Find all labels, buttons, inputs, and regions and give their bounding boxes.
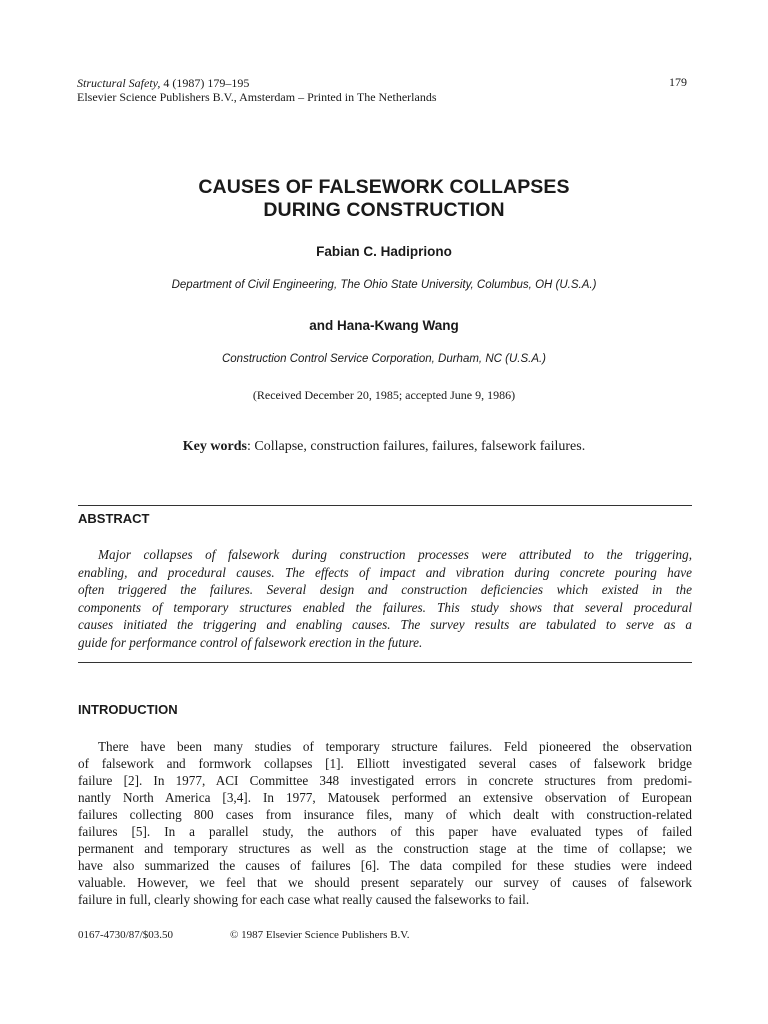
journal-name: Structural Safety, bbox=[77, 76, 161, 90]
paragraph-line: failure [2]. In 1977, ACI Committee 348 investigated errors in concrete structures from predomi- bbox=[78, 773, 692, 788]
paragraph-line: nantly North America [3,4]. In 1977, Matousek performed an extensive observation of European bbox=[78, 790, 692, 805]
abstract-line: causes initiated the triggering and enabling causes. The survey results are tabulated to serve as a bbox=[78, 617, 692, 633]
abstract-line: Major collapses of falsework during construction processes were attributed to the triggering, bbox=[98, 547, 692, 562]
author-name: and Hana-Kwang Wang bbox=[309, 318, 459, 333]
author-affiliation: Department of Civil Engineering, The Ohio State University, Columbus, OH (U.S.A.) bbox=[171, 279, 597, 291]
keywords-label: Key words bbox=[182, 439, 247, 454]
abstract-line: often triggered the failures. Several design and construction deficiencies which existed in the bbox=[78, 582, 692, 598]
abstract-body bbox=[78, 546, 692, 652]
article-code: 0167-4730/87/$03.50 bbox=[78, 929, 174, 941]
paragraph-line: There have been many studies of temporary structure failures. Feld pioneered the observation bbox=[98, 739, 692, 754]
paragraph-line: valuable. However, we feel that we should present separately our survey of causes of falsework bbox=[78, 875, 692, 890]
abstract-line: components of temporary structures enabled the failures. This study shows that several procedural bbox=[78, 599, 692, 615]
paragraph-line: permanent and temporary structures as well as the construction stage at the time of collapse; we bbox=[78, 841, 692, 856]
divider bbox=[78, 505, 692, 506]
divider bbox=[78, 662, 692, 663]
title-line: DURING CONSTRUCTION bbox=[263, 199, 505, 221]
received-dates: (Received December 20, 1985; accepted June 9, 1986) bbox=[252, 388, 516, 402]
copyright-notice: © 1987 Elsevier Science Publishers B.V. bbox=[230, 929, 410, 941]
paragraph-line: have also summarized the causes of failures [6]. The data compiled for these studies were indeed bbox=[78, 858, 692, 873]
paragraph-line: failures [5]. In a parallel study, the authors of this paper have evaluated types of failed bbox=[78, 824, 692, 839]
keywords-text: : Collapse, construction failures, failures, falsework failures. bbox=[246, 439, 586, 454]
paragraph-line: failures collecting 800 cases from insurance files, many of which dealt with construction-related bbox=[78, 807, 692, 822]
abstract-line: enabling, and procedural causes. The effects of impact and vibration during concrete pouring have bbox=[78, 564, 692, 580]
introduction-body bbox=[78, 738, 692, 908]
abstract-heading: ABSTRACT bbox=[78, 511, 150, 526]
paragraph-line: of falsework and formwork collapses [1]. Elliott investigated several cases of falsework bridge bbox=[78, 756, 692, 771]
publisher-line: Elsevier Science Publishers B.V., Amsterdam – Printed in The Netherlands bbox=[77, 90, 437, 104]
author-affiliation: Construction Control Service Corporation, Durham, NC (U.S.A.) bbox=[221, 353, 547, 365]
section-heading: INTRODUCTION bbox=[78, 702, 178, 717]
paragraph-line: failure in full, clearly showing for each case what really caused the falseworks to fail. bbox=[78, 892, 530, 907]
author-name: Fabian C. Hadipriono bbox=[316, 244, 452, 259]
journal-volume-pages: 4 (1987) 179–195 bbox=[160, 76, 250, 90]
journal-citation bbox=[77, 76, 249, 91]
title-line: CAUSES OF FALSEWORK COLLAPSES bbox=[198, 176, 570, 198]
abstract-line: guide for performance control of falsework erection in the future. bbox=[78, 634, 423, 650]
keywords bbox=[0, 439, 768, 455]
page-number: 179 bbox=[669, 75, 687, 89]
article-title bbox=[0, 176, 768, 222]
